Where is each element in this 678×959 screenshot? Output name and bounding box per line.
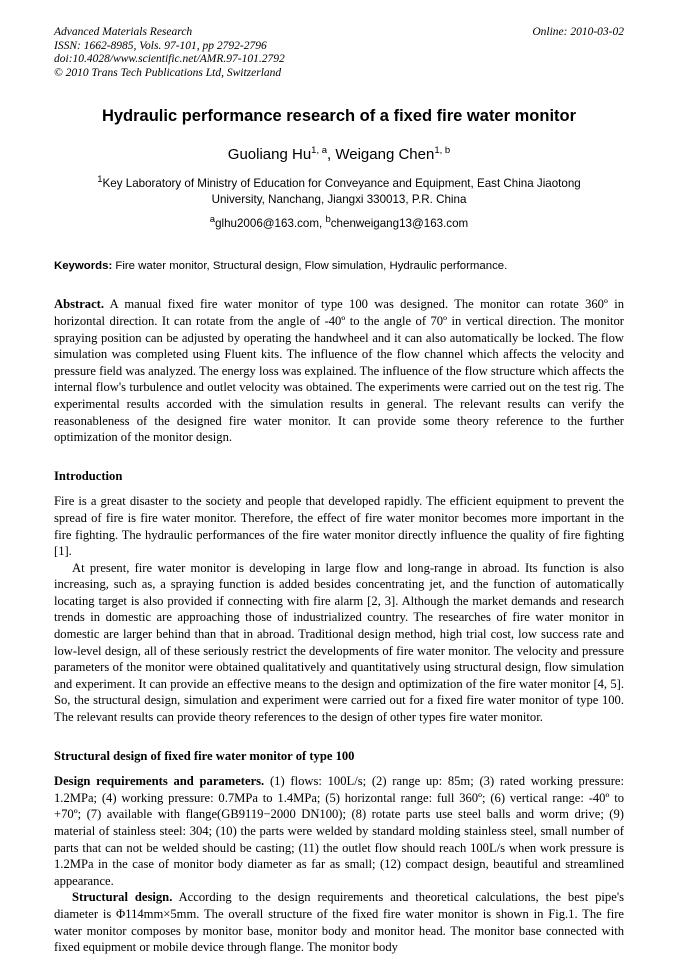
section-heading-introduction: Introduction <box>54 468 123 483</box>
paragraph-design-requirements <box>54 773 624 889</box>
abstract <box>54 296 624 445</box>
author-emails <box>54 216 624 231</box>
journal-header <box>54 26 624 80</box>
paragraph-structural-design <box>54 889 624 955</box>
runin-structural-design: Structural design. <box>72 890 173 905</box>
affiliation <box>54 176 624 207</box>
section-heading-structural-design: Structural design of fixed fire water monitor of type 100 <box>54 748 355 763</box>
abstract-text: A manual fixed fire water monitor of type 100 was designed. The monitor can rotate 360º in horizontal direction. It can rotate from the angle of -40º to the angle of 70º in vertical direction. The monitor spraying position can be adjusted by operating the handwheel and it can also automatically be locked. The flow simulation was completed using Fluent kits. The influence of the flow channel which affects the velocity and pressure field was analyzed. The energy loss was explained. The influence of the flow structure which affects the internal flow's turbulence and outlet velocity was obtained. The experiments were carried out on the test rig. The experimental results accorded with the simulation results in general. The relevant results can verify the reasonableness of the designed fire water monitor. It can provide some theory reference to the further optimization of the monitor design. <box>54 297 624 445</box>
paragraph: Fire is a great disaster to the society and people that developed rapidly. The efficient equipment to prevent the spread of fire is fire water monitor. Therefore, the effect of fire water monitor becomes more important in the fire fighting. The hydraulic performances of the fire water monitor directly influence the quality of fire fighting [1]. <box>54 494 624 559</box>
copyright: © 2010 Trans Tech Publications Ltd, Switzerland <box>54 66 282 79</box>
abstract-label: Abstract. <box>54 297 105 312</box>
keywords <box>54 259 624 274</box>
affiliation-marker: 1 <box>97 174 103 186</box>
online-date: Online: 2010-03-02 <box>532 26 624 38</box>
keywords-value: Fire water monitor, Structural design, Flow simulation, Hydraulic performance. <box>112 260 508 273</box>
journal-name: Advanced Materials Research <box>54 26 193 38</box>
authors <box>54 146 624 164</box>
author-separator: , <box>327 146 336 164</box>
author-2-name: Weigang Chen <box>335 146 435 164</box>
author-2-affil-marker: 1, b <box>434 145 451 157</box>
paragraph-text: (1) flows: 100L/s; (2) range up: 85m; (3) rated working pressure: 1.2MPa; (4) working pressure: 0.7MPa to 1.4MPa; (5) horizontal range: full 360º; (6) vertical range: -40º to +70º; (7) available with flange(GB9119−2000 DN100); (8) rotate parts use steel balls and worm drive; (9) material of stainless steel: 304; (10) the parts were welded by standard molding stainless steel, small number of parts that can not be welded should be casting; (11) the outlet flow should reach 100L/s when work pressure is 1.2MPa in the case of monitor body diameter as far as small; (12) compact design, beautiful and streamlined appearance. <box>54 774 624 888</box>
email-b-marker: b <box>325 214 331 226</box>
email-b[interactable]: chenweigang13@163.com <box>330 217 469 231</box>
page-title: Hydraulic performance research of a fixed fire water monitor <box>101 107 577 126</box>
email-a-marker: a <box>209 214 216 226</box>
doi: doi:10.4028/www.scientific.net/AMR.97-101.2792 <box>54 53 285 66</box>
paragraph-text: According to the design requirements and theoretical calculations, the best pipe's diameter is Φ114mm×5mm. The overall structure of the fixed fire water monitor is shown in Fig.1. The fire water monitor composes by monitor base, monitor body and monitor head. The monitor base connected with fixed equipment or mobile device through flange. The monitor body <box>54 890 624 955</box>
email-a[interactable]: glhu2006@163.com, <box>215 217 326 231</box>
runin-design-requirements: Design requirements and parameters. <box>54 774 265 789</box>
paragraph: At present, fire water monitor is developing in large flow and long-range in abroad. Its function is also increasing, such as, a spraying function is added besides concentrating jet, and the function of automatically locating target is also provided if connecting with fire alarm [2, 3]. Although the market demands and research trends in domestic are approaching those of industrialized country. The researches of fire water monitor in domestic are larger behind than that in abroad. Traditional design method, high trial cost, low success rate and low-level design, all of these seriously restrict the developments of fire water monitor. The velocity and pressure parameters of the monitor were obtained qualitatively and quantitatively using structural design, flow simulation and experiment. It can provide an effective means to the design and optimization of the fire water monitor [4, 5]. So, the structural design, simulation and experiment were carried out for a fixed fire water monitor of type 100. The relevant results can provide theory references to the design of other types fire water monitor. <box>54 560 624 725</box>
issn-volume-pages: ISSN: 1662-8985, Vols. 97-101, pp 2792-2796 <box>54 39 267 52</box>
author-1-name: Guoliang Hu <box>227 146 312 164</box>
affiliation-line-2: University, Nanchang, Jiangxi 330013, P.R. China <box>211 192 467 206</box>
affiliation-line-1: Key Laboratory of Ministry of Education for Conveyance and Equipment, East China Jiaotong <box>102 177 581 191</box>
author-1-affil-marker: 1, a <box>311 145 328 157</box>
keywords-label: Keywords: <box>54 260 113 273</box>
